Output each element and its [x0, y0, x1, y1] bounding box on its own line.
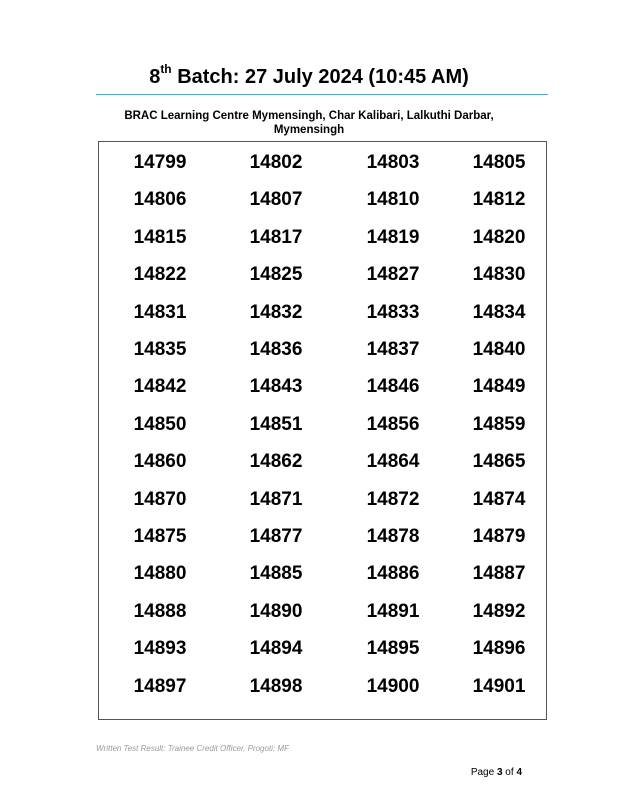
roll-number-cell: 14833 — [366, 301, 420, 323]
roll-number-cell: 14812 — [472, 189, 526, 211]
venue-address: BRAC Learning Centre Mymensingh, Char Kalibari, Lalkuthi Darbar, Mymensingh — [124, 110, 494, 136]
roll-number-cell: 14900 — [366, 675, 420, 697]
roll-number-cell: 14870 — [133, 488, 187, 510]
roll-number-cell: 14893 — [133, 638, 187, 660]
roll-number-cell: 14898 — [249, 675, 303, 697]
roll-number-cell: 14871 — [249, 488, 303, 510]
page-of-label: of — [502, 767, 517, 778]
roll-number-cell: 14799 — [133, 152, 187, 173]
roll-number-cell: 14894 — [249, 638, 303, 660]
roll-number-cell: 14849 — [472, 376, 526, 398]
roll-number-cell: 14877 — [249, 526, 303, 547]
roll-number-cell: 14836 — [249, 339, 303, 360]
table-row — [99, 559, 546, 589]
roll-number-cell: 14825 — [249, 264, 303, 286]
table-row — [99, 223, 546, 253]
page-total: 4 — [516, 767, 522, 778]
roll-number-cell: 14860 — [133, 451, 187, 473]
title-ordinal-number: 8 — [149, 66, 161, 88]
table-row — [99, 335, 546, 365]
roll-number-cell: 14817 — [249, 226, 303, 248]
roll-number-cell: 14820 — [472, 226, 526, 248]
roll-number-cell: 14831 — [133, 301, 187, 323]
roll-number-cell: 14834 — [472, 301, 526, 323]
roll-number-cell: 14859 — [472, 413, 526, 435]
roll-number-table — [98, 141, 547, 720]
roll-number-cell: 14822 — [133, 264, 187, 286]
roll-number-cell: 14819 — [366, 226, 420, 248]
roll-number-cell: 14880 — [133, 563, 187, 585]
roll-number-cell: 14832 — [249, 301, 303, 323]
roll-number-cell: 14891 — [366, 600, 420, 622]
roll-number-cell: 14806 — [133, 189, 187, 211]
page-current: 3 — [496, 767, 503, 778]
roll-number-cell: 14875 — [133, 526, 187, 547]
table-row — [99, 298, 546, 328]
roll-number-cell: 14856 — [366, 413, 420, 435]
roll-number-cell: 14843 — [249, 376, 303, 398]
roll-number-cell: 14874 — [472, 488, 526, 510]
roll-number-cell: 14862 — [249, 451, 303, 473]
roll-number-cell: 14827 — [366, 264, 420, 286]
roll-number-cell: 14895 — [366, 638, 420, 660]
page-title — [0, 64, 618, 90]
roll-number-cell: 14851 — [249, 413, 303, 435]
title-batch-date: Batch: 27 July 2024 (10:45 AM) — [171, 66, 469, 88]
table-row — [99, 447, 546, 477]
page-number — [471, 767, 522, 778]
roll-number-cell: 14878 — [366, 526, 420, 547]
roll-number-cell: 14885 — [249, 563, 303, 585]
roll-number-cell: 14835 — [133, 339, 187, 360]
table-row — [99, 185, 546, 215]
roll-number-cell: 14842 — [133, 376, 187, 398]
roll-number-cell: 14901 — [472, 675, 526, 697]
roll-number-cell: 14830 — [472, 264, 526, 286]
table-row — [99, 672, 546, 702]
table-row — [99, 634, 546, 664]
roll-number-cell: 14815 — [133, 226, 187, 248]
table-row — [99, 260, 546, 290]
table-row — [99, 372, 546, 402]
roll-number-cell: 14888 — [133, 600, 187, 622]
title-divider — [96, 94, 548, 95]
roll-number-cell: 14887 — [472, 563, 526, 585]
table-row — [99, 410, 546, 440]
roll-number-cell: 14807 — [249, 189, 303, 211]
roll-number-cell: 14872 — [366, 488, 420, 510]
roll-number-cell: 14840 — [472, 339, 526, 360]
page-label: Page — [470, 767, 497, 778]
table-row — [99, 597, 546, 627]
footer-note: Written Test Result: Trainee Credit Officer, Progoti; MF — [96, 744, 289, 753]
roll-number-cell: 14896 — [472, 638, 526, 660]
roll-number-cell: 14897 — [133, 675, 187, 697]
table-row — [99, 522, 546, 552]
roll-number-cell: 14802 — [249, 152, 303, 173]
title-ordinal-suffix: th — [160, 62, 172, 77]
roll-number-cell: 14837 — [366, 339, 420, 360]
roll-number-cell: 14850 — [133, 413, 187, 435]
roll-number-cell: 14892 — [472, 600, 526, 622]
table-row — [99, 485, 546, 515]
roll-number-cell: 14846 — [366, 376, 420, 398]
roll-number-cell: 14864 — [366, 451, 420, 473]
roll-number-cell: 14879 — [472, 526, 526, 547]
roll-number-cell: 14810 — [366, 189, 420, 211]
table-row — [99, 148, 546, 178]
roll-number-cell: 14886 — [366, 563, 420, 585]
roll-number-cell: 14803 — [366, 152, 420, 173]
roll-number-cell: 14805 — [472, 152, 526, 173]
roll-number-cell: 14865 — [472, 451, 526, 473]
roll-number-cell: 14890 — [249, 600, 303, 622]
